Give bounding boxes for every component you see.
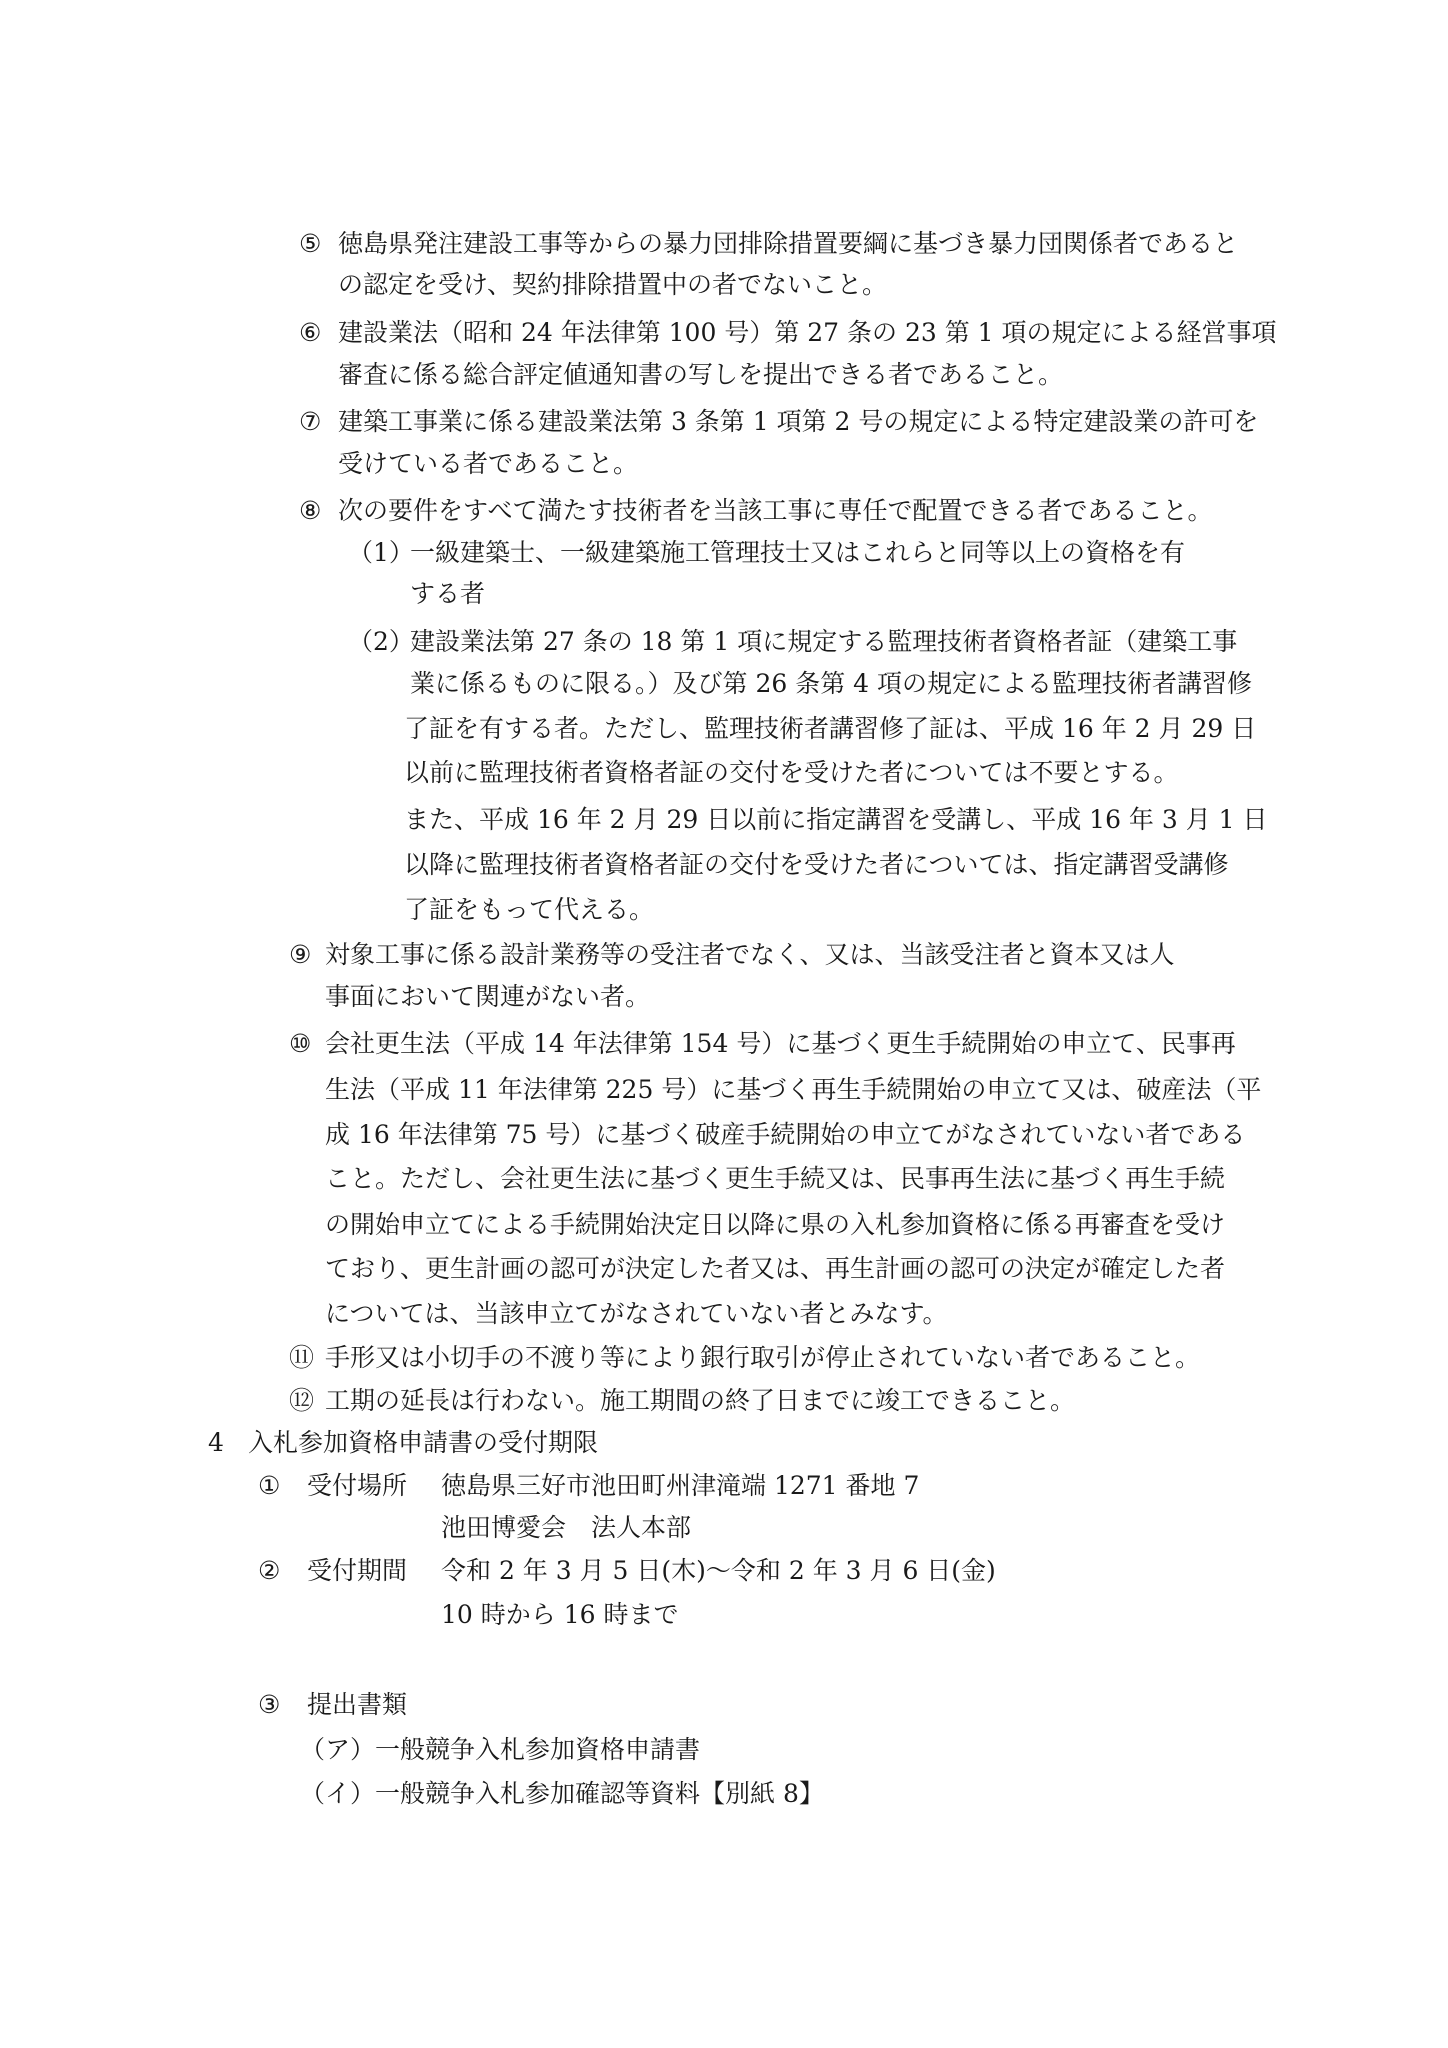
sub-item-text-line: 以降に監理技術者資格者証の交付を受けた者については、指定講習受講修	[404, 850, 1229, 879]
item-number: ⑨	[289, 940, 312, 969]
item-number: ⑪	[289, 1343, 315, 1372]
item-number: ⑤	[299, 229, 322, 258]
item-text-line: 徳島県三好市池田町州津滝端 1271 番地 7	[441, 1471, 920, 1500]
item-text-line: 受けている者であること。	[338, 449, 639, 478]
item-label: 提出書類	[307, 1690, 408, 1719]
item-text-line: 徳島県発注建設工事等からの暴力団排除措置要綱に基づき暴力団関係者であると	[338, 229, 1239, 258]
item-number: ②	[258, 1556, 281, 1585]
sub-item-text-line: 業に係るものに限る。）及び第 26 条第 4 項の規定による監理技術者講習修	[410, 669, 1253, 698]
item-number: ⑫	[289, 1386, 315, 1415]
sub-item-text-line: 建設業法第 27 条の 18 第 1 項に規定する監理技術者資格者証（建築工事	[410, 627, 1238, 656]
item-number: ⑥	[299, 318, 322, 347]
item-number: ①	[258, 1471, 281, 1500]
item-text-line: 審査に係る総合評定値通知書の写しを提出できる者であること。	[338, 360, 1064, 389]
item-text-line: 工期の延長は行わない。施工期間の終了日までに竣工できること。	[325, 1386, 1076, 1415]
item-text-line: 事面において関連がない者。	[325, 982, 651, 1011]
item-text-line: 会社更生法（平成 14 年法律第 154 号）に基づく更生手続開始の申立て、民事再	[325, 1029, 1236, 1058]
item-number: ⑧	[299, 496, 322, 525]
document-item: （イ）一般競争入札参加確認等資料【別紙 8】	[300, 1779, 824, 1808]
section-number: 4	[208, 1428, 224, 1457]
item-text-line: 対象工事に係る設計業務等の受注者でなく、又は、当該受注者と資本又は人	[325, 940, 1175, 969]
item-text-line: 成 16 年法律第 75 号）に基づく破産手続開始の申立てがなされていない者である	[325, 1120, 1246, 1149]
item-text-line: 建築工事業に係る建設業法第 3 条第 1 項第 2 号の規定による特定建設業の許可を	[338, 407, 1259, 436]
item-text-line: 手形又は小切手の不渡り等により銀行取引が停止されていない者であること。	[325, 1343, 1201, 1372]
item-text-line: 生法（平成 11 年法律第 225 号）に基づく再生手続開始の申立て又は、破産法（平	[325, 1075, 1262, 1104]
sub-item-number: （1）	[348, 538, 414, 567]
sub-item-text-line: また、平成 16 年 2 月 29 日以前に指定講習を受講し、平成 16 年 3 月 1 日	[404, 805, 1268, 834]
item-number: ③	[258, 1690, 281, 1719]
item-label: 受付場所	[307, 1471, 408, 1500]
item-number: ⑦	[299, 407, 322, 436]
item-text-line: こと。ただし、会社更生法に基づく更生手続又は、民事再生法に基づく再生手続	[325, 1164, 1226, 1193]
item-text-line: については、当該申立てがなされていない者とみなす。	[325, 1299, 948, 1328]
item-number: ⑩	[289, 1029, 312, 1058]
item-text-line: の開始申立てによる手続開始決定日以降に県の入札参加資格に係る再審査を受け	[325, 1210, 1226, 1239]
item-text-line: 池田博愛会 法人本部	[441, 1513, 692, 1542]
item-text-line: 令和 2 年 3 月 5 日(木)～令和 2 年 3 月 6 日(金)	[441, 1556, 996, 1585]
document-item: （ア）一般競争入札参加資格申請書	[300, 1735, 701, 1764]
sub-item-text-line: 了証をもって代える。	[404, 895, 655, 924]
item-text-line: 10 時から 16 時まで	[441, 1600, 679, 1629]
sub-item-text-line: する者	[410, 579, 486, 608]
item-text-line: の認定を受け、契約排除措置中の者でないこと。	[338, 270, 888, 299]
item-label: 受付期間	[307, 1556, 408, 1585]
item-text-line: 次の要件をすべて満たす技術者を当該工事に専任で配置できる者であること。	[338, 496, 1213, 525]
sub-item-number: （2）	[348, 627, 414, 656]
sub-item-text-line: 了証を有する者。ただし、監理技術者講習修了証は、平成 16 年 2 月 29 日	[404, 714, 1257, 743]
item-text-line: 建設業法（昭和 24 年法律第 100 号）第 27 条の 23 第 1 項の規定による経営事項	[338, 318, 1277, 347]
item-text-line: ており、更生計画の認可が決定した者又は、再生計画の認可の決定が確定した者	[325, 1254, 1226, 1283]
section-title: 入札参加資格申請書の受付期限	[248, 1428, 599, 1457]
sub-item-text-line: 以前に監理技術者資格者証の交付を受けた者については不要とする。	[404, 758, 1179, 787]
sub-item-text-line: 一級建築士、一級建築施工管理技士又はこれらと同等以上の資格を有	[410, 538, 1186, 567]
